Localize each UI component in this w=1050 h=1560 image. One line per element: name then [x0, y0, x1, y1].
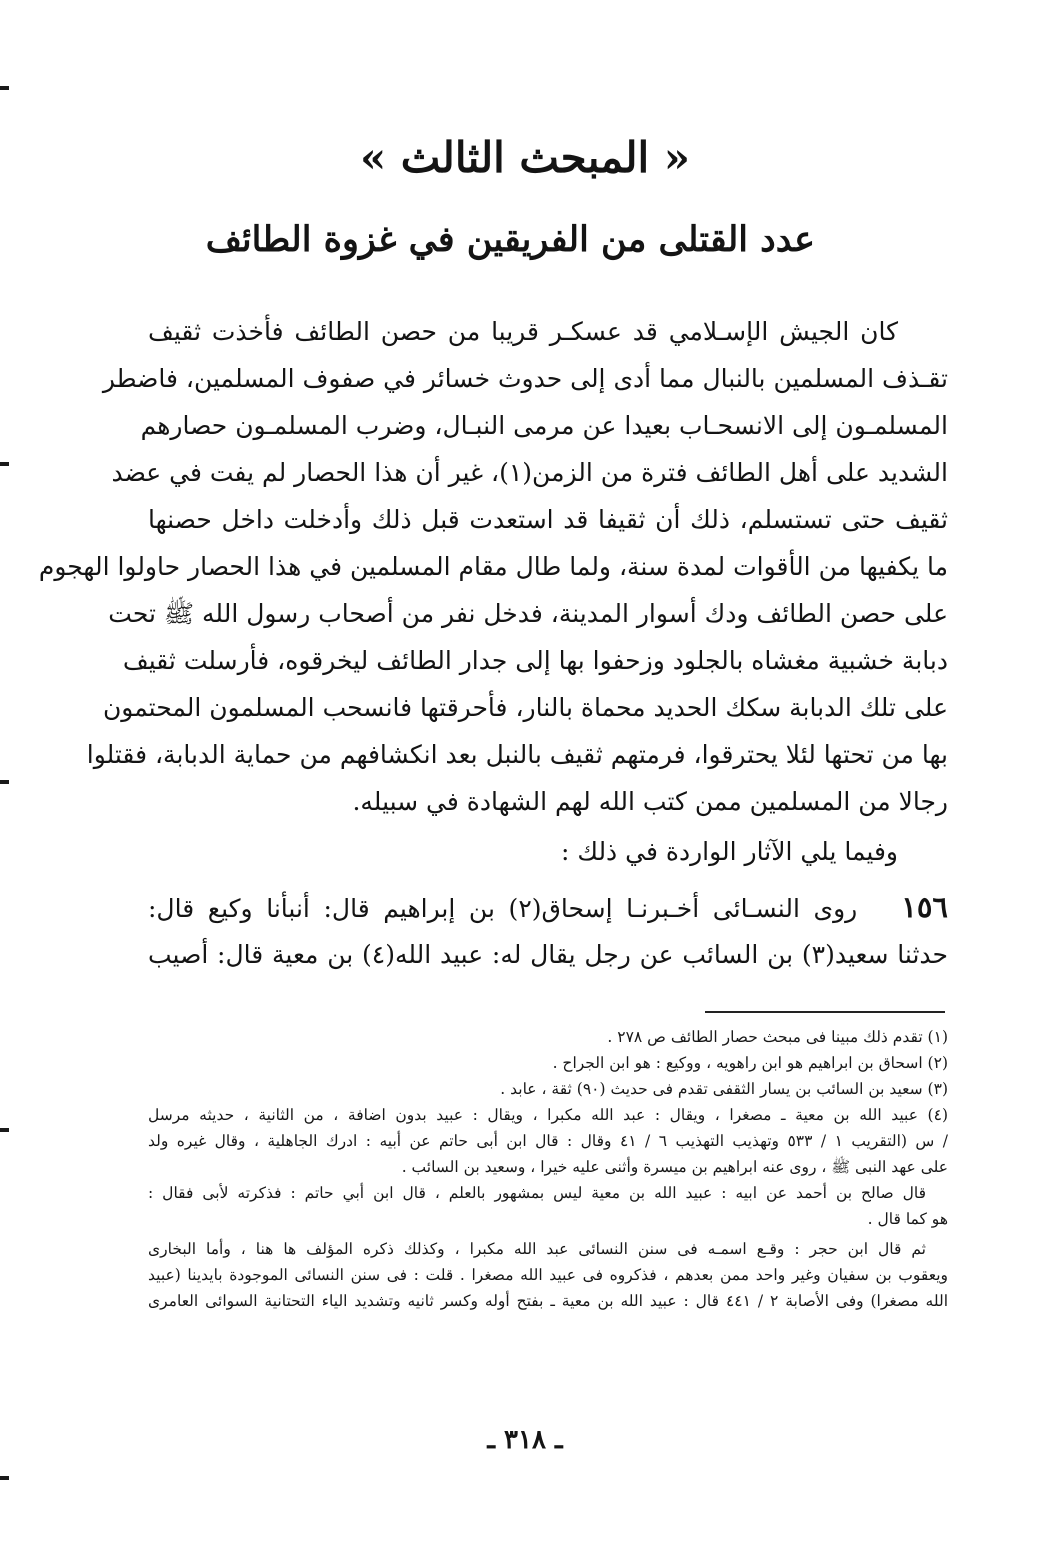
paragraph-line: على تلك الدبابة سكك الحديد محماة بالنار، فأحرقتها فانسحب المسلمون المحتمون — [102, 693, 948, 722]
footnote-line: (١) تقدم ذلك مبينا فى مبحث حصار الطائف ص ٢٧٨ . — [607, 1028, 948, 1046]
footnotes — [148, 1024, 948, 1314]
paragraph-line: تقـذف المسلمين بالنبال مما أدى إلى حدوث خسائر في صفوف المسلمين، فاضطر — [102, 364, 948, 393]
hadith-text: روى النسـائى أخـبرنـا إسحاق(٢) بن إبراهيم قال: أنبأنا وكيع قال: — [148, 894, 858, 923]
footnote-line: على عهد النبى ﷺ ، روى عنه ابراهيم بن ميسرة وأثنى عليه خيرا ، وسعيد بن السائب . — [401, 1158, 948, 1176]
paragraph-line: على حصن الطائف ودك أسوار المدينة، فدخل نفر من أصحاب رسول الله ﷺ تحت — [108, 599, 948, 628]
intro-line: وفيما يلي الآثار الواردة في ذلك : — [561, 837, 898, 866]
paragraph-line: الشديد على أهل الطائف فترة من الزمن(١)، غير أن هذا الحصار لم يفت في عضد — [111, 458, 948, 487]
hadith-line — [148, 884, 948, 931]
scan-edge-mark — [0, 1128, 9, 1132]
scan-edge-mark — [0, 86, 9, 90]
main-paragraph — [38, 308, 948, 825]
paragraph-line: ما يكفيها من الأقوات لمدة سنة، ولما طال مقام المسلمين في هذا الحصار حاولوا الهجوم — [38, 552, 948, 581]
footnote-line: ويعقوب بن سفيان وغير واحد ممن بعدهم ، فذكروه فى عبيد الله مصغرا . قلت : فى سنن النسائى الموجودة بايدينا (عبيد — [148, 1266, 948, 1284]
chapter-title: « المبحث الثالث » — [359, 133, 691, 182]
scan-edge-mark — [0, 1476, 9, 1480]
hadith-number: ١٥٦ — [901, 890, 948, 924]
paragraph-line: رجالا من المسلمين ممن كتب الله لهم الشهادة في سبيله. — [352, 787, 948, 816]
paragraph-line: كان الجيش الإسـلامي قد عسكـر قريبا من حصن الطائف فأخذت ثقيف — [148, 317, 898, 346]
footnote-line: ثم قال ابن حجر : وقـع اسمـه فى سنن النسائى عبد الله مكبرا ، وكذلك ذكره المؤلف ها هنا ، وأما البخارى — [148, 1240, 926, 1258]
page-number: ـ ٣١٨ ـ — [487, 1425, 563, 1455]
paragraph-line: دبابة خشبية مغشاه بالجلود وزحفوا بها إلى جدار الطائف ليخرقوه، فأرسلت ثقيف — [122, 646, 948, 675]
footnote-line: / س (التقريب ١ / ٥٣٣ وتهذيب التهذيب ٦ / ٤١ وقال : قال ابن أبى حاتم عن أبيه : ادرك الجاهلية ، وقال غيره ولد — [148, 1132, 949, 1150]
section-title: عدد القتلى من الفريقين في غزوة الطائف — [205, 219, 815, 260]
footnote-line: (٢) اسحاق بن ابراهيم هو ابن راهويه ، ووكيع : هو ابن الجراح . — [552, 1054, 948, 1072]
scan-edge-mark — [0, 462, 9, 466]
paragraph-line: المسلمـون إلى الانسحـاب بعيدا عن مرمى النبـال، وضرب المسلمـون حصارهم — [140, 411, 948, 440]
footnote-line: (٣) سعيد بن السائب بن يسار الثقفى تقدم فى حديث (٩٠) ثقة ، عابد . — [500, 1080, 948, 1098]
footnote-line: قال صالح بن أحمد عن ابيه : عبيد الله بن معية ليس بمشهور بالعلم ، قال ابن أبي حاتم : فذكرته لأبى فقال : — [148, 1184, 926, 1202]
paragraph-line: ثقيف حتى تستسلم، ذلك أن ثقيفا قد استعدت قبل ذلك وأدخلت داخل حصنها — [148, 505, 948, 534]
footnote-line: الله مصغرا) وفى الأصابة ٢ / ٤٤١ قال : عبيد الله بن معية ـ بفتح أوله وكسر ثانيه وتشديد الياء التحتانية السوائى العامرى — [148, 1292, 949, 1310]
scan-edge-mark — [0, 780, 9, 784]
footnote-line: (٤) عبيد الله بن معية ـ مصغرا ، ويقال : عبد الله مكبرا ، ويقال : عبيد بدون اضافة ، من الثانية ، حديثه مرسل — [148, 1106, 948, 1124]
paragraph-line: بها من تحتها لئلا يحترقوا، فرمتهم ثقيف بالنبل بعد انكشافهم من حماية الدبابة، فقتلوا — [86, 740, 948, 769]
hadith-line: حدثنا سعيد(٣) بن السائب عن رجل يقال له: عبيد الله(٤) بن معية قال: أصيب — [148, 940, 948, 969]
hadith-block — [148, 884, 948, 978]
footnote-line: هو كما قال . — [867, 1210, 948, 1228]
footnote-divider — [705, 1011, 945, 1013]
